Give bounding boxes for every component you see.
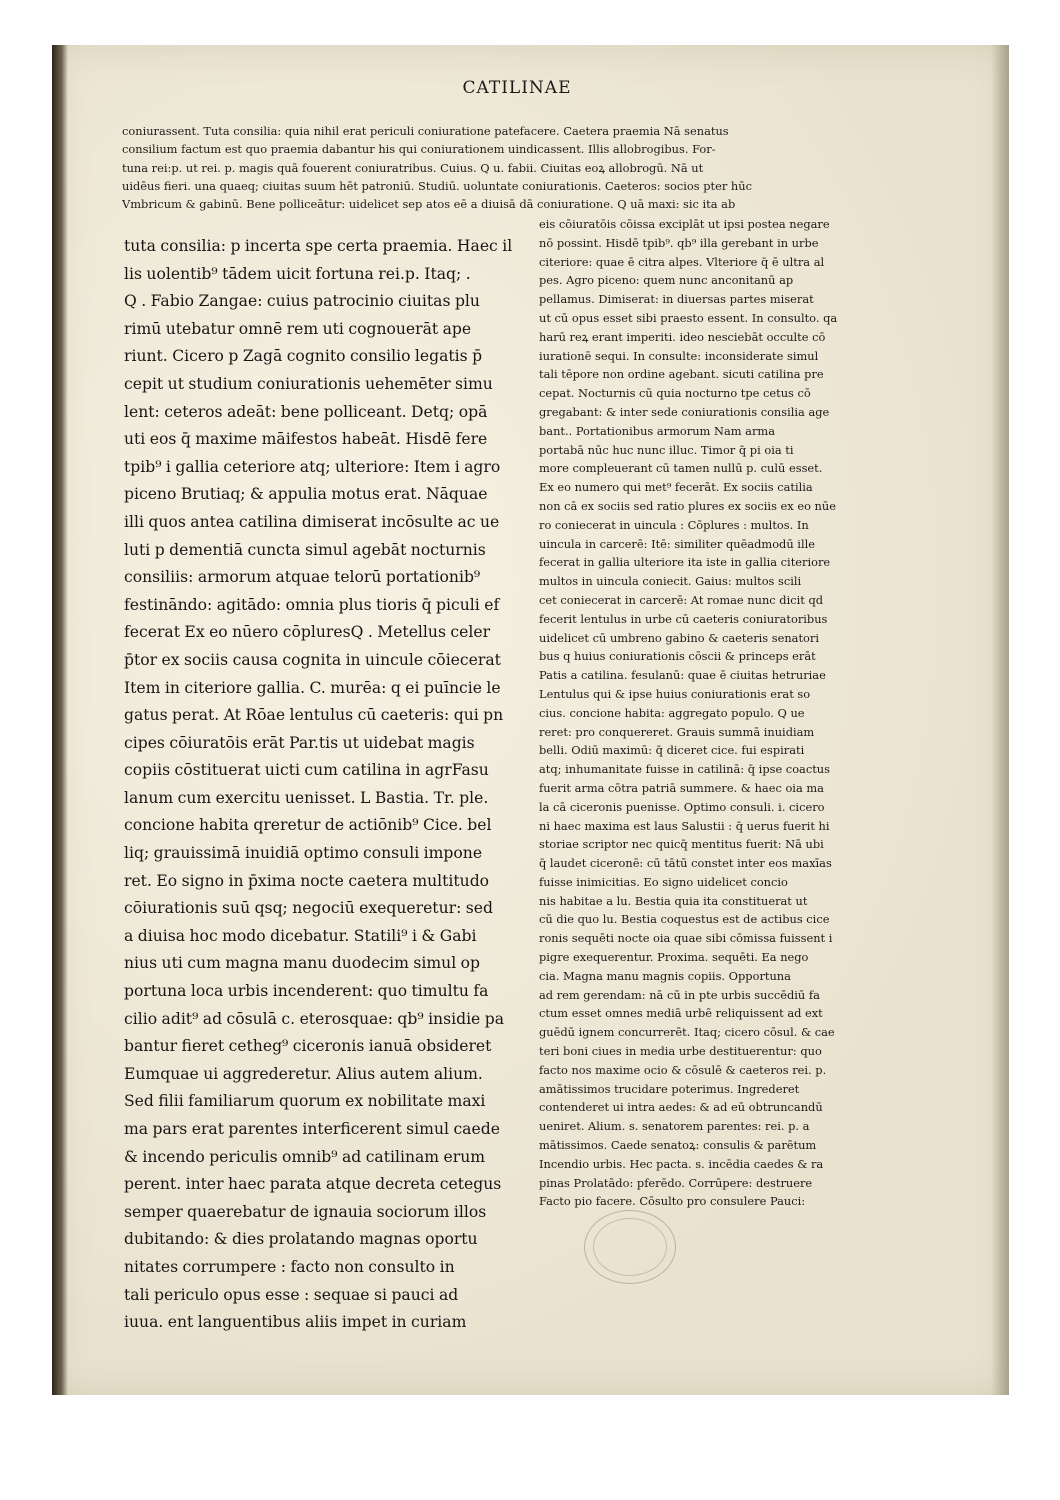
text-line: dubitando: & dies prolatando magnas oportu	[124, 1230, 478, 1249]
gloss-line: non cā ex sociis sed ratio plures ex sociis ex eo nūe	[539, 498, 836, 513]
text-line: perent. inter haec parata atque decreta cetegus	[124, 1175, 502, 1194]
gloss-line: nō possint. Hisdē tpib⁹. qb⁹ illa gerebant in urbe	[539, 235, 819, 250]
gloss-line: gregabant: & inter sede coniurationis consilia age	[539, 404, 830, 419]
page-scan	[52, 45, 1009, 1395]
gloss-line: fecerat in gallia ulteriore ita iste in gallia citeriore	[539, 555, 831, 570]
gloss-line: iurationē sequi. In consulte: inconsiderate simul	[539, 348, 819, 363]
binding-shadow	[52, 45, 68, 1395]
gloss-line: Ex eo numero qui met⁹ fecerāt. Ex sociis catilia	[539, 480, 813, 495]
text-line: tpib⁹ i gallia ceteriore atq; ulteriore: Item i agro	[124, 457, 501, 476]
text-line: a diuisa hoc modo dicebatur. Statili⁹ i & Gabi	[124, 926, 477, 945]
text-line: copiis cōstituerat uicti cum catilina in agrFasu	[124, 761, 489, 780]
gloss-line: contenderet ui intra aedes: & ad eū obtruncandū	[539, 1100, 823, 1115]
gloss-line: pigre exequerentur. Proxima. sequēti. Ea nego	[539, 950, 809, 965]
gloss-line: multos in uincula coniecit. Gaius: multos scili	[539, 574, 802, 589]
top-commentary	[122, 122, 912, 213]
text-line: lis uolentib⁹ tādem uicit fortuna rei.p. Itaq; .	[124, 264, 471, 283]
gloss-line: pinas Prolatādo: pferēdo. Corrūpere: destruere	[539, 1175, 813, 1190]
text-line: piceno Brutiaq; & appulia motus erat. Nāquae	[124, 485, 488, 504]
text-line: riunt. Cicero p Zagā cognito consilio legatis p̄	[124, 347, 483, 366]
text-line: rimū utebatur omnē rem uti cognouerāt ape	[124, 319, 472, 338]
gloss-line: reret: pro conquereret. Grauis summā inuidiam	[539, 724, 815, 739]
gloss-line: more compleuerant cū tamen nullū p. culū esset.	[539, 461, 823, 476]
gloss-line: fuerit arma cōtra patriā summere. & haec oia ma	[539, 780, 824, 795]
gloss-line: cepat. Nocturnis cū quia nocturno tpe cetus cō	[539, 386, 811, 401]
text-line: ret. Eo signo in p̄xima nocte caetera multitudo	[124, 871, 490, 890]
gloss-line: consilium factum est quo praemia dabantur his qui coniurationem uindicassent. Illis allobrogibus. For-	[122, 142, 716, 157]
text-line: cōiurationis suū qsq; negociū exequeretur: sed	[124, 899, 493, 918]
text-line: luti p dementiā cuncta simul agebāt nocturnis	[124, 540, 486, 559]
gloss-line: ro coniecerat in uincula : Cōplures : multos. In	[539, 517, 809, 532]
text-line: liq; grauissimā inuidiā optimo consuli impone	[124, 844, 483, 863]
text-line: & incendo periculis omnib⁹ ad catilinam erum	[124, 1147, 486, 1166]
gloss-line: ctum esset omnes mediā urbē reliquissent ad ext	[539, 1006, 823, 1021]
text-line: festināndo: agitādo: omnia plus tioris q̄ piculi ef	[124, 595, 500, 614]
main-text-column	[124, 233, 534, 1337]
text-line: illi quos antea catilina dimiserat incōsulte ac ue	[124, 512, 500, 531]
gloss-line: q̄ laudet ciceronē: cū tātū constet inter eos maxīas	[539, 856, 832, 871]
library-stamp	[584, 1210, 676, 1284]
text-line: cilio adit⁹ ad cōsulā c. eterosquae: qb⁹ insidie pa	[124, 1009, 505, 1028]
side-commentary	[539, 215, 901, 1211]
gloss-line: Vmbricum & gabinū. Bene polliceātur: uidelicet sep atos eē a diuisā dā coniuratione. Q uā maxi: sic ita ab	[122, 197, 736, 212]
text-line: Q . Fabio Zangae: cuius patrocinio ciuitas plu	[124, 292, 480, 311]
text-line: Sed filii familiarum quorum ex nobilitate maxi	[124, 1092, 486, 1111]
text-line: cepit ut studium coniurationis uehemēter simu	[124, 374, 493, 393]
gloss-line: ad rem gerendam: nā cū in pte urbis succēdiū fa	[539, 987, 820, 1002]
gloss-line: ni haec maxima est laus Salustii : q̄ uerus fuerit hi	[539, 818, 830, 833]
gloss-line: Facto pio facere. Cōsulto pro consulere Pauci:	[539, 1194, 806, 1209]
gloss-line: bant.. Portationibus armorum Nam arma	[539, 423, 775, 438]
gloss-line: citeriore: quae ē citra alpes. Vlteriore q̄ ē ultra al	[539, 254, 825, 269]
text-line: lent: ceteros adeāt: bene polliceant. Detq; opā	[124, 402, 488, 421]
gloss-line: storiae scriptor nec quicq̄ mentitus fuerit: Nā ubi	[539, 837, 824, 852]
gloss-line: fecerit lentulus in urbe cū caeteris coniuratoribus	[539, 611, 828, 626]
text-line: fecerat Ex eo nūero cōpluresQ . Metellus celer	[124, 623, 491, 642]
gloss-line: Lentulus qui & ipse huius coniurationis erat so	[539, 686, 811, 701]
gloss-line: amātissimos trucidare poterimus. Ingrederet	[539, 1081, 800, 1096]
gloss-line: coniurassent. Tuta consilia: quia nihil erat periculi coniuratione patefacere. Caetera praemia Nā senatus	[122, 124, 729, 138]
gloss-line: tali tēpore non ordine agebant. sicuti catilina pre	[539, 367, 824, 382]
gloss-line: mātissimos. Caede senatoꝝ: consulis & parētum	[539, 1138, 817, 1153]
gloss-line: atq; inhumanitate fuisse in catilinā: q̄ ipse coactus	[539, 762, 830, 777]
gloss-line: tuna rei:p. ut rei. p. magis quā fouerent coniuratribus. Cuius. Q u. fabii. Ciuitas eoꝝ allobrogū. Nā ut	[122, 160, 704, 175]
text-line: gatus perat. At Rōae lentulus cū caeteris: qui pn	[124, 706, 504, 725]
gloss-line: uidelicet cū umbreno gabino & caeteris senatori	[539, 630, 819, 645]
gloss-line: bus q huius coniurationis cōscii & princeps erāt	[539, 649, 816, 664]
text-line: portuna loca urbis incenderent: quo timultu fa	[124, 982, 489, 1001]
library-stamp-ring	[593, 1218, 667, 1276]
text-line: nitates corrumpere : facto non consulto in	[124, 1257, 455, 1276]
running-header: CATILINAE	[462, 78, 572, 98]
text-line: consiliis: armorum atquae telorū portationib⁹	[124, 568, 481, 587]
gloss-line: nis habitae a lu. Bestia quia ita constituerat ut	[539, 893, 808, 908]
gloss-line: cet coniecerat in carcerē: At romae nunc dicit qd	[539, 592, 824, 607]
gloss-line: cū die quo lu. Bestia coquestus est de actibus cice	[539, 912, 830, 927]
text-line: uti eos q̄ maxime māifestos habeāt. Hisdē fere	[124, 430, 488, 449]
text-line: Eumquae ui aggrederetur. Alius autem alium.	[124, 1064, 483, 1083]
text-line: tuta consilia: p incerta spe certa praemia. Haec il	[124, 237, 513, 255]
gloss-line: la cā ciceronis puenisse. Optimo consuli. i. cicero	[539, 799, 825, 814]
gloss-line: pes. Agro piceno: quem nunc anconitanū ap	[539, 273, 794, 288]
gloss-line: eis cōiuratōis cōissa exciplāt ut ipsi postea negare	[539, 217, 830, 231]
gloss-line: uincula in carcerē: Itē: similiter quēadmodū ille	[539, 536, 815, 551]
gloss-line: teri boni ciues in media urbe destituerentur: quo	[539, 1044, 822, 1059]
gloss-line: pellamus. Dimiserat: in diuersas partes miserat	[539, 292, 814, 307]
text-line: concione habita qreretur de actiōnib⁹ Cice. bel	[124, 816, 492, 835]
gloss-line: ut cū opus esset sibi praesto essent. In consulto. qa	[539, 310, 838, 325]
gloss-line: cius. concione habita: aggregato populo. Q ue	[539, 705, 805, 720]
gloss-line: fuisse inimicitias. Eo signo uidelicet concio	[539, 874, 788, 889]
gloss-line: harū reꝝ erant imperiti. ideo nesciebāt occulte cō	[539, 329, 826, 344]
text-line: ma pars erat parentes interficerent simul caede	[124, 1120, 500, 1138]
text-line: lanum cum exercitu uenisset. L Bastia. Tr. ple.	[124, 788, 489, 807]
gloss-line: portabā nūc huc nunc illuc. Timor q̄ pi oia ti	[539, 442, 794, 457]
text-line: Item in citeriore gallia. C. murēa: q ei puīncie le	[124, 678, 501, 697]
text-line: nius uti cum magna manu duodecim simul op	[124, 954, 481, 973]
text-line: cipes cōiuratōis erāt Par.tis ut uidebat magis	[124, 733, 475, 752]
text-line: tali periculo opus esse : sequae si pauci ad	[124, 1285, 459, 1304]
gloss-line: ronis sequēti nocte oia quae sibi cōmissa fuissent i	[539, 931, 833, 946]
gloss-line: guēdū ignem concurrerēt. Itaq; cicero cōsul. & cae	[539, 1025, 835, 1040]
gloss-line: cia. Magna manu magnis copiis. Opportuna	[539, 968, 791, 983]
gloss-line: Patis a catilina. fesulanū: quae ē ciuitas hetruriae	[539, 668, 826, 683]
gloss-line: ueniret. Alium. s. senatorem parentes: rei. p. a	[539, 1119, 810, 1134]
gloss-line: belli. Odiū maximū: q̄ diceret cice. fui espirati	[539, 743, 805, 758]
gloss-line: facto nos maxime ocio & cōsulē & caeteros rei. p.	[539, 1062, 827, 1077]
text-line: iuua. ent languentibus aliis impet in curiam	[124, 1313, 467, 1332]
gloss-line: Incendio urbis. Hec pacta. s. incēdia caedes & ra	[539, 1156, 824, 1171]
page-edge	[991, 45, 1009, 1395]
gloss-line: uidēus fieri. una quaeq; ciuitas suum hēt patroniū. Studiū. uoluntate coniurationis. Caeteros: socios pter hūc	[122, 178, 752, 193]
text-line: semper quaerebatur de ignauia sociorum illos	[124, 1202, 487, 1221]
text-line: bantur fieret cetheg⁹ ciceronis ianuā obsideret	[124, 1037, 492, 1056]
text-line: p̄tor ex sociis causa cognita in uincule cōiecerat	[124, 650, 501, 669]
